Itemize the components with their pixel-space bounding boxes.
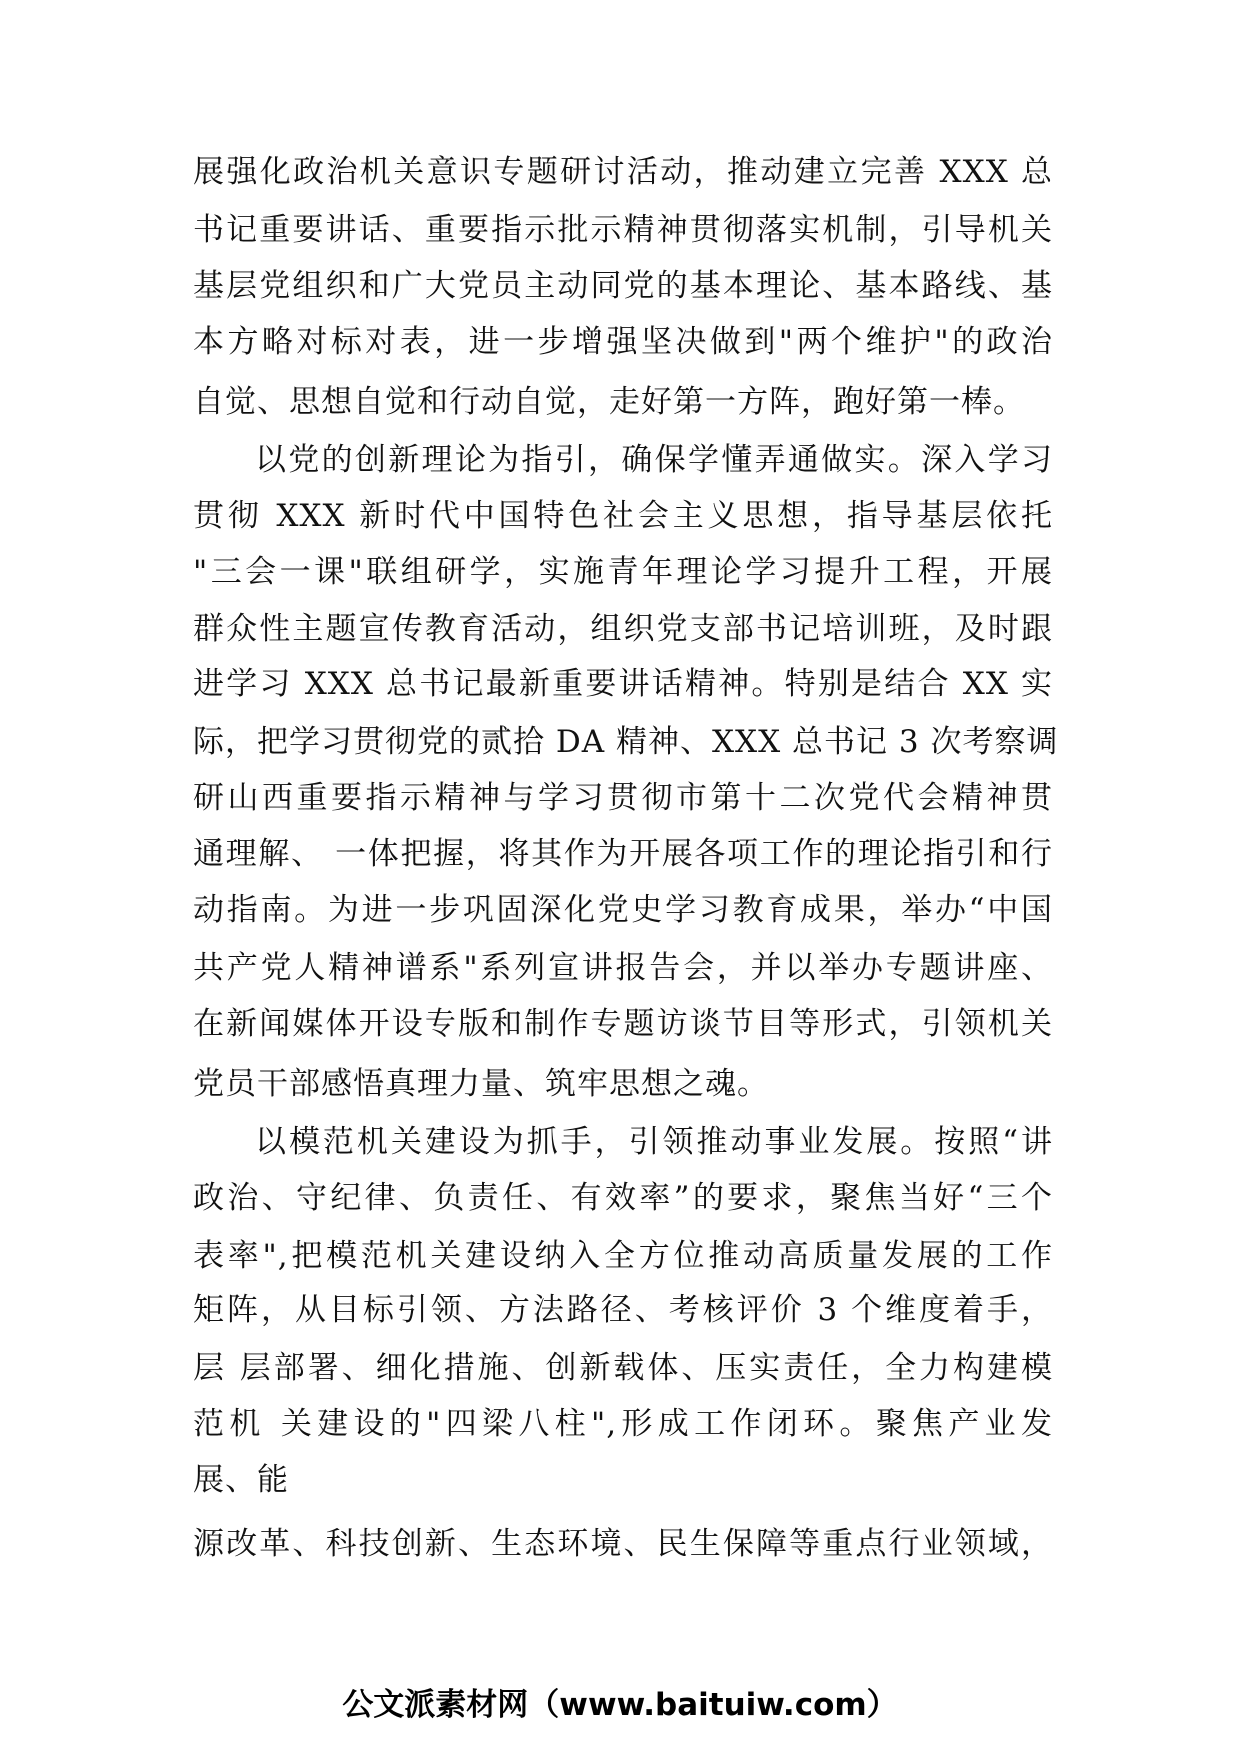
body-line: 表率",把模范机关建设纳入全方位推动高质量发展的工作	[193, 1238, 1053, 1274]
body-line: 群众性主题宣传教育活动，组织党支部书记培训班，及时跟	[193, 611, 1053, 647]
body-line: 贯彻 XXX 新时代中国特色社会主义思想，指导基层依托	[193, 498, 1053, 534]
body-line: 本方略对标对表，进一步增强坚决做到"两个维护"的政治	[193, 324, 1053, 360]
body-line: 基层党组织和广大党员主动同党的基本理论、基本路线、基	[193, 268, 1053, 304]
body-line: 书记重要讲话、重要指示批示精神贯彻落实机制，引导机关	[193, 212, 1053, 248]
body-line: 进学习 XXX 总书记最新重要讲话精神。特别是结合 XX 实	[193, 666, 1053, 702]
body-line: 党员干部感悟真理力量、筑牢思想之魂。	[193, 1066, 769, 1102]
body-line: 动指南。为进一步巩固深化党史学习教育成果，举办“中国	[193, 892, 1053, 928]
body-line: 通理解、 一体把握，将其作为开展各项工作的理论指引和行	[193, 836, 1053, 872]
body-line: 展、能	[193, 1462, 289, 1498]
body-line: 在新闻媒体开设专版和制作专题访谈节目等形式，引领机关	[193, 1006, 1053, 1042]
body-line: 层 层部署、细化措施、创新载体、压实责任，全力构建模	[193, 1350, 1053, 1386]
body-line: 自觉、思想自觉和行动自觉，走好第一方阵，跑好第一棒。	[193, 384, 1025, 420]
paragraph-first-line: 以模范机关建设为抓手，引领推动事业发展。按照“讲	[255, 1124, 1053, 1160]
body-line: 范机 关建设的"四梁八柱",形成工作闭环。聚焦产业发	[193, 1406, 1053, 1442]
body-line: 源改革、科技创新、生态环境、民生保障等重点行业领域，	[193, 1526, 1053, 1562]
paragraph-first-line: 以党的创新理论为指引，确保学懂弄通做实。深入学习	[255, 442, 1053, 478]
body-line: "三会一课"联组研学，实施青年理论学习提升工程，开展	[193, 554, 1053, 590]
footer-watermark: 公文派素材网（www.baituiw.com）	[342, 1687, 898, 1723]
body-line: 矩阵，从目标引领、方法路径、考核评价 3 个维度着手，	[193, 1292, 1053, 1328]
body-line: 际，把学习贯彻党的贰拾 DA 精神、XXX 总书记 3 次考察调	[193, 724, 1059, 760]
body-line: 共产党人精神谱系"系列宣讲报告会，并以举办专题讲座、	[193, 950, 1053, 986]
body-line: 政治、守纪律、负责任、有效率”的要求，聚焦当好“三个	[193, 1180, 1053, 1216]
body-line: 研山西重要指示精神与学习贯彻市第十二次党代会精神贯	[193, 780, 1053, 816]
body-line: 展强化政治机关意识专题研讨活动，推动建立完善 XXX 总	[193, 154, 1053, 190]
